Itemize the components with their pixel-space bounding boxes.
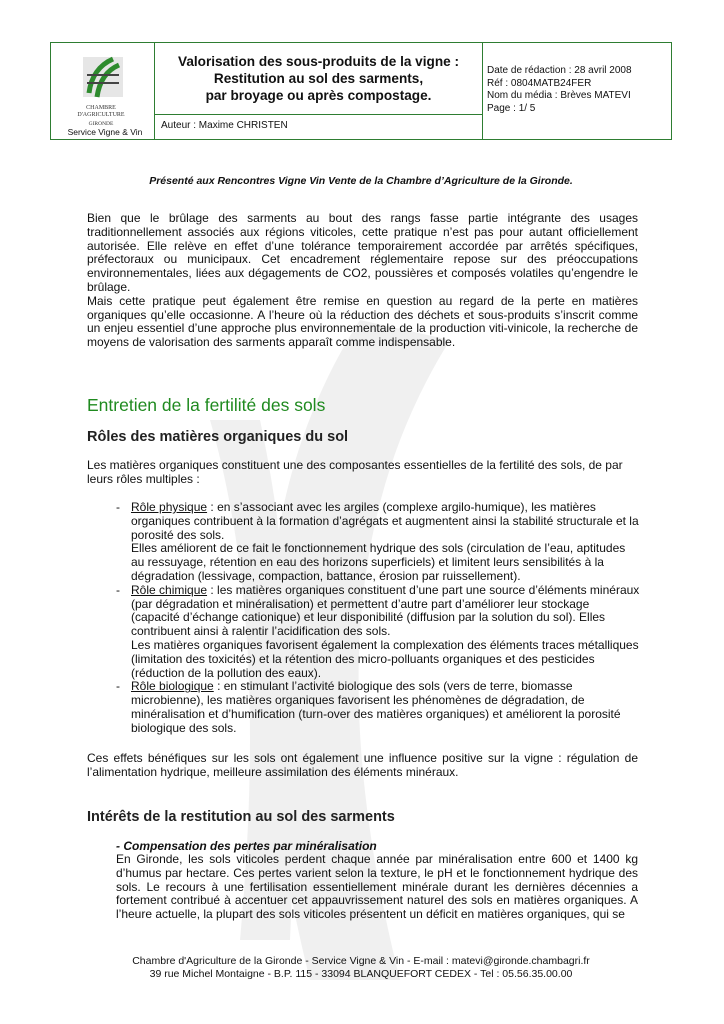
list-item: - Rôle biologique : en stimulant l’activité biologique des sols (vers de terre, biomasse microbienne), les matières organiques favorisent les phénomènes de dégradation, de minéralisation et d’humification (turn-over des matières organiques) et améliorent la porosité biologique des sols. xyxy=(116,679,621,735)
intro-line: Présenté aux Rencontres Vigne Vin Vente de la Chambre d’Agriculture de la Gironde. xyxy=(149,175,573,187)
section2-subtitle: Intérêts de la restitution au sol des sarments xyxy=(87,809,395,825)
meta-media: Nom du média : Brèves MATEVI xyxy=(487,90,631,101)
section-conclusion: Ces effets bénéfiques sur les sols ont également une influence positive sur la vigne : régulation de l’alimentation hydrique, meilleure assimilation des éléments minéraux. xyxy=(87,751,638,779)
role-name: Rôle chimique xyxy=(131,582,208,597)
footer-contact: Chambre d'Agriculture de la Gironde - Service Vigne & Vin - E-mail : matevi@gironde.chambagri.fr xyxy=(132,955,590,967)
role-name: Rôle biologique xyxy=(131,679,214,694)
logo-service: Service Vigne & Vin xyxy=(67,127,143,137)
document-title: Valorisation des sous-produits de la vigne : Restitution au sol des sarments, par broyage ou après compostage. xyxy=(155,43,483,115)
logo-region: GIRONDE xyxy=(88,121,114,127)
meta-page: Page : 1/ 5 xyxy=(487,102,536,114)
document-meta xyxy=(483,43,671,139)
paragraph: Mais cette pratique peut également être remise en question au regard de la perte en matières organiques qu’elle occasionne. A l’heure où la réduction des déchets et sous-produits s’inscrit comme un enjeu essentiel d’une approche plus environnementale de la production viti-vinicole, la recherche de moyens de valorisation des sarments apparaît comme indispensable. xyxy=(87,293,638,350)
meta-ref: Réf : 0804MATB24FER xyxy=(487,77,592,89)
list-item: - Rôle chimique : les matières organiques constituent d’une part une source d’éléments minéraux (par dégradation et minéralisation) et permettent d’autre part d’améliorer leur stockage (capacité d’échange cationique) et leur disponibilité (diffusion par la solution du sol). Elles contribuent ainsi à ralentir l’acidification des sols. Les matières organiques favorisent également la complexation des éléments traces métalliques (limitation des toxicités) et la rétention des micro-polluants organiques et des pesticides (réduction de la pollution des eaux). xyxy=(116,582,640,680)
page-footer xyxy=(50,955,672,980)
author: Auteur : Maxime CHRISTEN xyxy=(155,115,483,139)
list-item: - Rôle physique : en s’associant avec les argiles (complexe argilo-humique), les matières organiques contribuent à la formation d’agrégats et augmentent ainsi la stabilité structurale et la porosité des sols. Elles améliorent de ce fait le fonctionnement hydrique des sols (circulation de l’eau, aptitudes au ressuyage, rétention en eau des horizons superficiels) et limitent leurs sensibilités à la dégradation (lessivage, compaction, battance, érosion par ruissellement). xyxy=(116,500,639,583)
logo-name: CHAMBRE D'AGRICULTURE xyxy=(77,105,125,118)
meta-date: Date de rédaction : 28 avril 2008 xyxy=(487,65,632,76)
intro-paragraphs xyxy=(87,212,638,350)
point-title: - Compensation des pertes par minéralisation xyxy=(116,839,377,853)
section-title: Entretien de la fertilité des sols xyxy=(87,395,326,415)
chamber-logo-cell xyxy=(51,43,155,139)
section-lead: Les matières organiques constituent une des composantes essentielles de la fertilité des sols, de par leurs rôles multiples : xyxy=(87,458,623,486)
role-name: Rôle physique xyxy=(131,500,208,514)
roles-list xyxy=(116,501,640,736)
point-text: En Gironde, les sols viticoles perdent chaque année par minéralisation entre 600 et 1400 kg d’humus par hectare. Ces pertes varient selon la texture, le pH et le fonctionnement hydrique des sols. Le recours à une fertilisation essentiellement minérale durant les dernières décennies a fortement contribué à accentuer cet appauvrissement naturel des sols en matières organiques. A l’heure actuelle, la plupart des sols viticoles présentent un déficit en matières organiques, qui se xyxy=(116,852,638,922)
document-header xyxy=(50,42,672,140)
paragraph: Bien que le brûlage des sarments au bout des rangs fasse partie intégrante des usages traditionnellement associés aux régions viticoles, cette pratique n’est pas pour autant officiellement autorisée. Elle relève en effet d’une tolérance temporairement accordée par arrêtés spécifiques, préfectoraux ou municipaux. Cet encadrement réglementaire repose sur des préoccupations environnementales, liées aux dégagements de CO2, poussières et composés volatiles qu’engendre le brûlage. xyxy=(87,211,638,294)
footer-address: 39 rue Michel Montaigne - B.P. 115 - 33094 BLANQUEFORT CEDEX - Tel : 05.56.35.00.00 xyxy=(149,967,573,980)
chamber-logo-icon xyxy=(79,53,127,105)
section-subtitle: Rôles des matières organiques du sol xyxy=(87,429,349,445)
